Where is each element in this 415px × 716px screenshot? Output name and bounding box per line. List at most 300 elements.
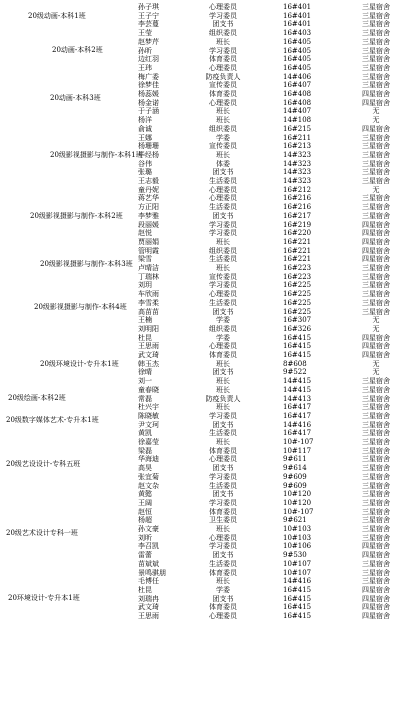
dorm-rating: 三星宿舍 [362, 525, 390, 533]
dorm-room: 16#220 [283, 229, 312, 238]
dorm-rating: 四星宿舍 [362, 98, 390, 107]
dorm-rating: 三星宿舍 [362, 150, 390, 159]
student-role: 团支书 [212, 168, 234, 177]
dorm-rating: 三星宿舍 [362, 498, 390, 507]
student-role: 心理委员 [209, 455, 237, 464]
dorm-rating: 三星宿舍 [362, 37, 390, 46]
student-role: 团支书 [212, 307, 234, 316]
dorm-room: 10#103 [283, 525, 312, 533]
dorm-rating: 无 [372, 368, 380, 377]
roster-row [0, 569, 415, 578]
class-name: 20级艺术设计专科一班 [6, 529, 78, 538]
student-role: 心理委员 [209, 63, 237, 72]
student-name: 高昊 [138, 464, 152, 473]
student-role: 团支书 [212, 368, 234, 377]
dorm-rating: 三星宿舍 [362, 298, 390, 307]
dorm-room: 9#614 [283, 464, 307, 473]
dorm-rating: 四星宿舍 [362, 603, 390, 612]
student-role: 学习委员 [209, 411, 237, 420]
student-name: 王楠 [138, 316, 152, 325]
dorm-rating: 三星宿舍 [362, 490, 390, 499]
dorm-rating: 四星宿舍 [362, 551, 390, 560]
student-role: 班长 [216, 403, 230, 412]
dorm-rating: 三星宿舍 [362, 29, 390, 38]
student-name: 杨洋 [138, 116, 152, 125]
student-name: 华海迪 [138, 455, 159, 464]
student-role: 班长 [216, 116, 230, 125]
dorm-room: 14#415 [283, 385, 312, 394]
student-name: 赵恒 [138, 507, 152, 516]
student-name: 武文琦 [138, 603, 159, 612]
roster-row [0, 177, 415, 186]
dorm-room: 16#225 [283, 298, 312, 307]
dorm-room: 14#323 [283, 150, 312, 159]
student-role: 学习委员 [209, 46, 237, 55]
student-role: 团支书 [212, 420, 234, 429]
dorm-room: 10#120 [283, 490, 312, 499]
student-role: 生活委员 [209, 255, 237, 264]
student-name: 王娜 [138, 133, 152, 142]
class-name: 20级影视摄影与制作-本科2班 [30, 211, 123, 220]
roster-row [0, 334, 415, 343]
dorm-room: 16#415 [283, 594, 312, 603]
dorm-rating: 三星宿舍 [362, 472, 390, 481]
roster-row [0, 403, 415, 412]
dorm-room: 14#415 [283, 377, 312, 386]
roster-row [0, 447, 415, 456]
dorm-rating: 三星宿舍 [362, 394, 390, 403]
roster-row [0, 342, 415, 351]
dorm-room: 16#405 [283, 55, 312, 64]
dorm-room: 16#417 [283, 429, 312, 438]
student-role: 心理委员 [209, 342, 237, 351]
student-name: 王莹 [138, 29, 152, 38]
dorm-room: 9#609 [283, 472, 307, 481]
student-role: 班长 [216, 525, 230, 533]
dorm-rating: 三星宿舍 [362, 272, 390, 281]
dorm-room: 16#219 [283, 220, 312, 229]
student-name: 刘一 [138, 377, 152, 386]
student-role: 学委 [216, 585, 230, 594]
student-role: 班长 [216, 264, 230, 272]
dorm-rating: 三星宿舍 [362, 464, 390, 473]
student-role: 学习委员 [209, 220, 237, 229]
roster-row [0, 542, 415, 551]
dorm-rating: 四星宿舍 [362, 90, 390, 98]
dorm-rating: 三星宿舍 [362, 55, 390, 64]
class-name: 20级影视摄影与制作-本科1班 [50, 150, 143, 159]
student-role: 生活委员 [209, 559, 237, 568]
roster-row [0, 316, 415, 325]
dorm-rating: 四星宿舍 [362, 333, 390, 342]
dorm-room: 16#223 [283, 272, 312, 281]
student-role: 心理委员 [209, 533, 237, 542]
roster-row [0, 81, 415, 90]
dorm-rating: 无 [372, 107, 380, 116]
roster-row [0, 281, 415, 290]
dorm-rating: 四星宿舍 [362, 229, 390, 238]
dorm-rating: 三星宿舍 [362, 63, 390, 72]
student-role: 学习委员 [209, 498, 237, 507]
dorm-room: 10#107 [283, 568, 312, 577]
student-role: 宣传委员 [209, 272, 237, 281]
student-name: 尹文珂 [138, 420, 159, 429]
dorm-rating: 四星宿舍 [362, 594, 390, 603]
student-role: 团支书 [212, 211, 234, 220]
dorm-room: 16#408 [283, 98, 312, 107]
dorm-room: 10#117 [283, 446, 312, 455]
dorm-rating: 三星宿舍 [362, 290, 390, 299]
dorm-room: 14#406 [283, 72, 312, 81]
dorm-room: 9#609 [283, 481, 307, 490]
dorm-room: 16#221 [283, 246, 312, 255]
student-role: 防疫负责人 [205, 394, 241, 403]
student-name: 韩玉杰 [138, 359, 159, 368]
roster-row [0, 238, 415, 247]
roster-row [0, 186, 415, 195]
student-role: 体委 [216, 159, 230, 168]
dorm-rating: 三星宿舍 [362, 177, 390, 185]
roster-row [0, 516, 415, 525]
dorm-room: 16#225 [283, 307, 312, 316]
dorm-room: 14#407 [283, 107, 312, 116]
student-role: 班长 [216, 438, 230, 446]
dorm-room: 9#522 [283, 368, 307, 377]
dorm-rating: 三星宿舍 [362, 533, 390, 542]
dorm-room: 16#225 [283, 290, 312, 299]
student-name: 刘瑞冉 [138, 594, 159, 603]
student-role: 心理委员 [209, 98, 237, 107]
dorm-room: 14#323 [283, 159, 312, 168]
roster-row [0, 160, 415, 169]
dorm-rating: 三星宿舍 [362, 203, 390, 212]
student-name: 陈晓敏 [138, 411, 159, 420]
class-name: 20环境设计-专升本1班 [8, 594, 80, 603]
student-role: 宣传委员 [209, 81, 237, 90]
dorm-room: 16#415 [283, 603, 312, 612]
roster-row [0, 229, 415, 238]
roster-row [0, 377, 415, 386]
dorm-room: 16#211 [283, 133, 312, 142]
student-role: 宣传委员 [209, 142, 237, 151]
student-name: 贾丽娟 [138, 237, 159, 246]
student-name: 俞诚 [138, 124, 152, 133]
dorm-room: 16#307 [283, 316, 312, 325]
student-name: 武文琦 [138, 351, 159, 359]
dorm-rating: 四星宿舍 [362, 246, 390, 255]
dorm-rating: 三星宿舍 [362, 281, 390, 290]
dorm-rating: 三星宿舍 [362, 411, 390, 420]
dorm-room: 16#415 [283, 342, 312, 351]
student-name: 梁雪 [138, 255, 152, 264]
dorm-rating: 三星宿舍 [362, 438, 390, 446]
student-role: 班长 [216, 150, 230, 159]
student-role: 团支书 [212, 594, 234, 603]
class-name: 20级绘画-本科2班 [8, 394, 66, 403]
class-name: 20级环境设计-专升本1班 [40, 359, 119, 368]
dorm-rating: 三星宿舍 [362, 577, 390, 586]
dorm-rating: 无 [372, 324, 380, 333]
student-role: 生活委员 [209, 203, 237, 212]
student-role: 班长 [216, 359, 230, 368]
dorm-room: 10#103 [283, 533, 312, 542]
student-name: 景鸣骐朋 [138, 568, 166, 577]
student-role: 学习委员 [209, 229, 237, 238]
student-role: 组织委员 [209, 124, 237, 133]
dorm-room: 16#405 [283, 37, 312, 46]
roster-row [0, 577, 415, 586]
dorm-rating: 三星宿舍 [362, 211, 390, 220]
student-name: 车欣雨 [138, 290, 159, 299]
student-role: 学委 [216, 333, 230, 342]
dorm-rating: 四星宿舍 [362, 255, 390, 264]
student-name: 王思雨 [138, 342, 159, 351]
dorm-rating: 三星宿舍 [362, 455, 390, 464]
dorm-rating: 四星宿舍 [362, 585, 390, 594]
dorm-room: 16#215 [283, 124, 312, 133]
roster-row [0, 508, 415, 517]
student-role: 学习委员 [209, 542, 237, 551]
roster-row [0, 73, 415, 82]
student-role: 组织委员 [209, 324, 237, 333]
roster-row [0, 560, 415, 569]
dorm-room: 16#405 [283, 63, 312, 72]
student-role: 心理委员 [209, 612, 237, 620]
dorm-rating: 三星宿舍 [362, 133, 390, 142]
student-name: 边红羽 [138, 55, 159, 64]
dorm-room: 9#530 [283, 551, 307, 560]
student-name: 赵梦芹 [138, 37, 159, 46]
student-name: 高苗苗 [138, 307, 159, 316]
dorm-rating: 无 [372, 359, 380, 368]
student-name: 杨超 [138, 516, 152, 525]
dorm-rating: 三星宿舍 [362, 507, 390, 516]
student-name: 方正阳 [138, 203, 159, 212]
class-name: 20级影视摄影与制作-本科4班 [34, 303, 127, 311]
student-role: 团支书 [212, 464, 234, 473]
dorm-room: 16#415 [283, 333, 312, 342]
dorm-room: 16#407 [283, 81, 312, 90]
class-name: 20级动画-本科1班 [28, 11, 86, 20]
dorm-room: 14#413 [283, 394, 312, 403]
student-role: 体育委员 [209, 507, 237, 516]
dorm-room: 10#107 [283, 559, 312, 568]
dorm-rating: 三星宿舍 [362, 568, 390, 577]
student-name: 杨珊珊 [138, 142, 159, 151]
dorm-rating: 无 [372, 316, 380, 325]
student-role: 防疫负责人 [205, 72, 241, 81]
roster-row [0, 116, 415, 125]
student-role: 生活委员 [209, 298, 237, 307]
dorm-rating: 三星宿舍 [362, 20, 390, 29]
dorm-rating: 三星宿舍 [362, 194, 390, 203]
student-name: 王阔 [138, 498, 152, 507]
dorm-rating: 三星宿舍 [362, 264, 390, 272]
dorm-room: 9#621 [283, 516, 307, 525]
dorm-rating: 三星宿舍 [362, 307, 390, 316]
dorm-room: 14#323 [283, 168, 312, 177]
dorm-room: 16#417 [283, 411, 312, 420]
student-role: 团支书 [212, 551, 234, 560]
roster-row [0, 482, 415, 491]
dorm-room: 10#-107 [283, 438, 314, 446]
student-role: 学习委员 [209, 11, 237, 20]
student-name: 段丽媛 [138, 220, 159, 229]
student-role: 学委 [216, 316, 230, 325]
student-name: 杨蕊媛 [138, 90, 159, 98]
dorm-rating: 三星宿舍 [362, 385, 390, 394]
roster-row [0, 499, 415, 508]
dorm-room: 16#221 [283, 237, 312, 246]
student-role: 班长 [216, 107, 230, 116]
student-role: 心理委员 [209, 290, 237, 299]
dorm-room: 14#323 [283, 177, 312, 185]
student-name: 毕经杨 [138, 150, 159, 159]
dorm-room: 16#403 [283, 29, 312, 38]
student-name: 管明霞 [138, 246, 159, 255]
student-role: 学习委员 [209, 281, 237, 290]
student-name: 孙昕 [138, 46, 152, 55]
student-role: 生活委员 [209, 429, 237, 438]
student-name: 王玮 [138, 63, 152, 72]
roster-row [0, 612, 415, 621]
student-name: 黄凯 [138, 429, 152, 438]
roster-row [0, 134, 415, 143]
student-name: 李梦雅 [138, 211, 159, 220]
dorm-rating: 四星宿舍 [362, 351, 390, 359]
dorm-rating: 无 [372, 185, 380, 194]
dorm-room: 16#415 [283, 585, 312, 594]
student-name: 谷伟 [138, 159, 152, 168]
student-name: 徐晴 [138, 368, 152, 377]
roster-row [0, 125, 415, 134]
dorm-rating: 三星宿舍 [362, 481, 390, 490]
dorm-rating: 四星宿舍 [362, 542, 390, 551]
student-name: 徐嘉莹 [138, 438, 159, 446]
dorm-room: 16#212 [283, 185, 312, 194]
dorm-room: 16#401 [283, 11, 312, 20]
dorm-rating: 四星宿舍 [362, 124, 390, 133]
student-role: 团支书 [212, 20, 234, 29]
class-name: 20动画-本科2班 [52, 46, 103, 55]
student-name: 杜兴宇 [138, 403, 159, 412]
dorm-rating: 三星宿舍 [362, 403, 390, 412]
student-name: 张宜菊 [138, 472, 159, 481]
dorm-room: 10#-107 [283, 507, 314, 516]
student-name: 雷蕾 [138, 551, 152, 560]
student-role: 体育委员 [209, 90, 237, 98]
roster-row [0, 473, 415, 482]
student-name: 赵文杂 [138, 481, 159, 490]
dorm-rating: 三星宿舍 [362, 446, 390, 455]
dorm-rating: 三星宿舍 [362, 11, 390, 20]
dorm-room: 16#216 [283, 194, 312, 203]
dorm-room: 14#416 [283, 420, 312, 429]
student-role: 心理委员 [209, 185, 237, 194]
student-role: 班长 [216, 385, 230, 394]
dorm-room: 16#415 [283, 612, 312, 620]
roster-row [0, 29, 415, 38]
dorm-room: 9#611 [283, 455, 307, 464]
dorm-room: 16#408 [283, 90, 312, 98]
dorm-rating: 三星宿舍 [362, 72, 390, 81]
dorm-room: 16#415 [283, 351, 312, 359]
student-role: 体育委员 [209, 55, 237, 64]
student-name: 李召凯 [138, 542, 159, 551]
student-name: 李芸蔓 [138, 20, 159, 29]
student-name: 童丹妮 [138, 185, 159, 194]
roster-row [0, 429, 415, 438]
student-role: 组织委员 [209, 246, 237, 255]
roster-row [0, 247, 415, 256]
student-role: 体育委员 [209, 568, 237, 577]
student-name: 苗斌斌 [138, 559, 159, 568]
student-name: 梁磊 [138, 446, 152, 455]
dorm-rating: 四星宿舍 [362, 237, 390, 246]
roster-row [0, 273, 415, 282]
dorm-room: 8#608 [283, 359, 307, 368]
student-name: 梅广委 [138, 72, 159, 81]
dorm-rating: 三星宿舍 [362, 3, 390, 11]
roster-row [0, 194, 415, 203]
dorm-room: 16#213 [283, 142, 312, 151]
roster-row [0, 325, 415, 334]
roster-row [0, 107, 415, 116]
roster-row [0, 55, 415, 64]
student-role: 生活委员 [209, 481, 237, 490]
roster-row [0, 551, 415, 560]
dorm-room: 16#401 [283, 20, 312, 29]
dorm-room: 16#221 [283, 255, 312, 264]
student-role: 体育委员 [209, 446, 237, 455]
roster-row [0, 168, 415, 177]
student-name: 刘昕 [138, 533, 152, 542]
student-name: 丁瑞林 [138, 272, 159, 281]
dorm-room: 14#416 [283, 577, 312, 586]
student-role: 体育委员 [209, 603, 237, 612]
roster-row [0, 290, 415, 299]
student-role: 卫生委员 [209, 516, 237, 525]
dorm-room: 10#120 [283, 498, 312, 507]
student-name: 李雪柔 [138, 298, 159, 307]
student-name: 王子宁 [138, 11, 159, 20]
student-name: 杜昆 [138, 333, 152, 342]
student-role: 班长 [216, 377, 230, 386]
student-role: 组织委员 [209, 29, 237, 38]
dorm-rating: 三星宿舍 [362, 429, 390, 438]
dorm-room: 16#223 [283, 264, 312, 272]
student-role: 班长 [216, 577, 230, 586]
dorm-rating: 三星宿舍 [362, 46, 390, 55]
student-name: 于子涵 [138, 107, 159, 116]
dorm-rating: 三星宿舍 [362, 559, 390, 568]
student-name: 孙文豪 [138, 525, 159, 533]
student-name: 童春晓 [138, 385, 159, 394]
roster-row [0, 64, 415, 73]
dorm-room: 10#106 [283, 542, 312, 551]
dorm-room: 16#225 [283, 281, 312, 290]
student-role: 学委 [216, 133, 230, 142]
roster-row [0, 490, 415, 499]
student-name: 刘明阳 [138, 324, 159, 333]
student-name: 徐梦佳 [138, 81, 159, 90]
class-name: 20级影视摄影与制作-本科3班 [40, 259, 133, 268]
dorm-room: 16#405 [283, 46, 312, 55]
class-name: 20动画-本科3班 [50, 94, 101, 103]
dorm-rating: 三星宿舍 [362, 168, 390, 177]
dorm-rating: 三星宿舍 [362, 81, 390, 90]
student-name: 王思雨 [138, 612, 159, 620]
